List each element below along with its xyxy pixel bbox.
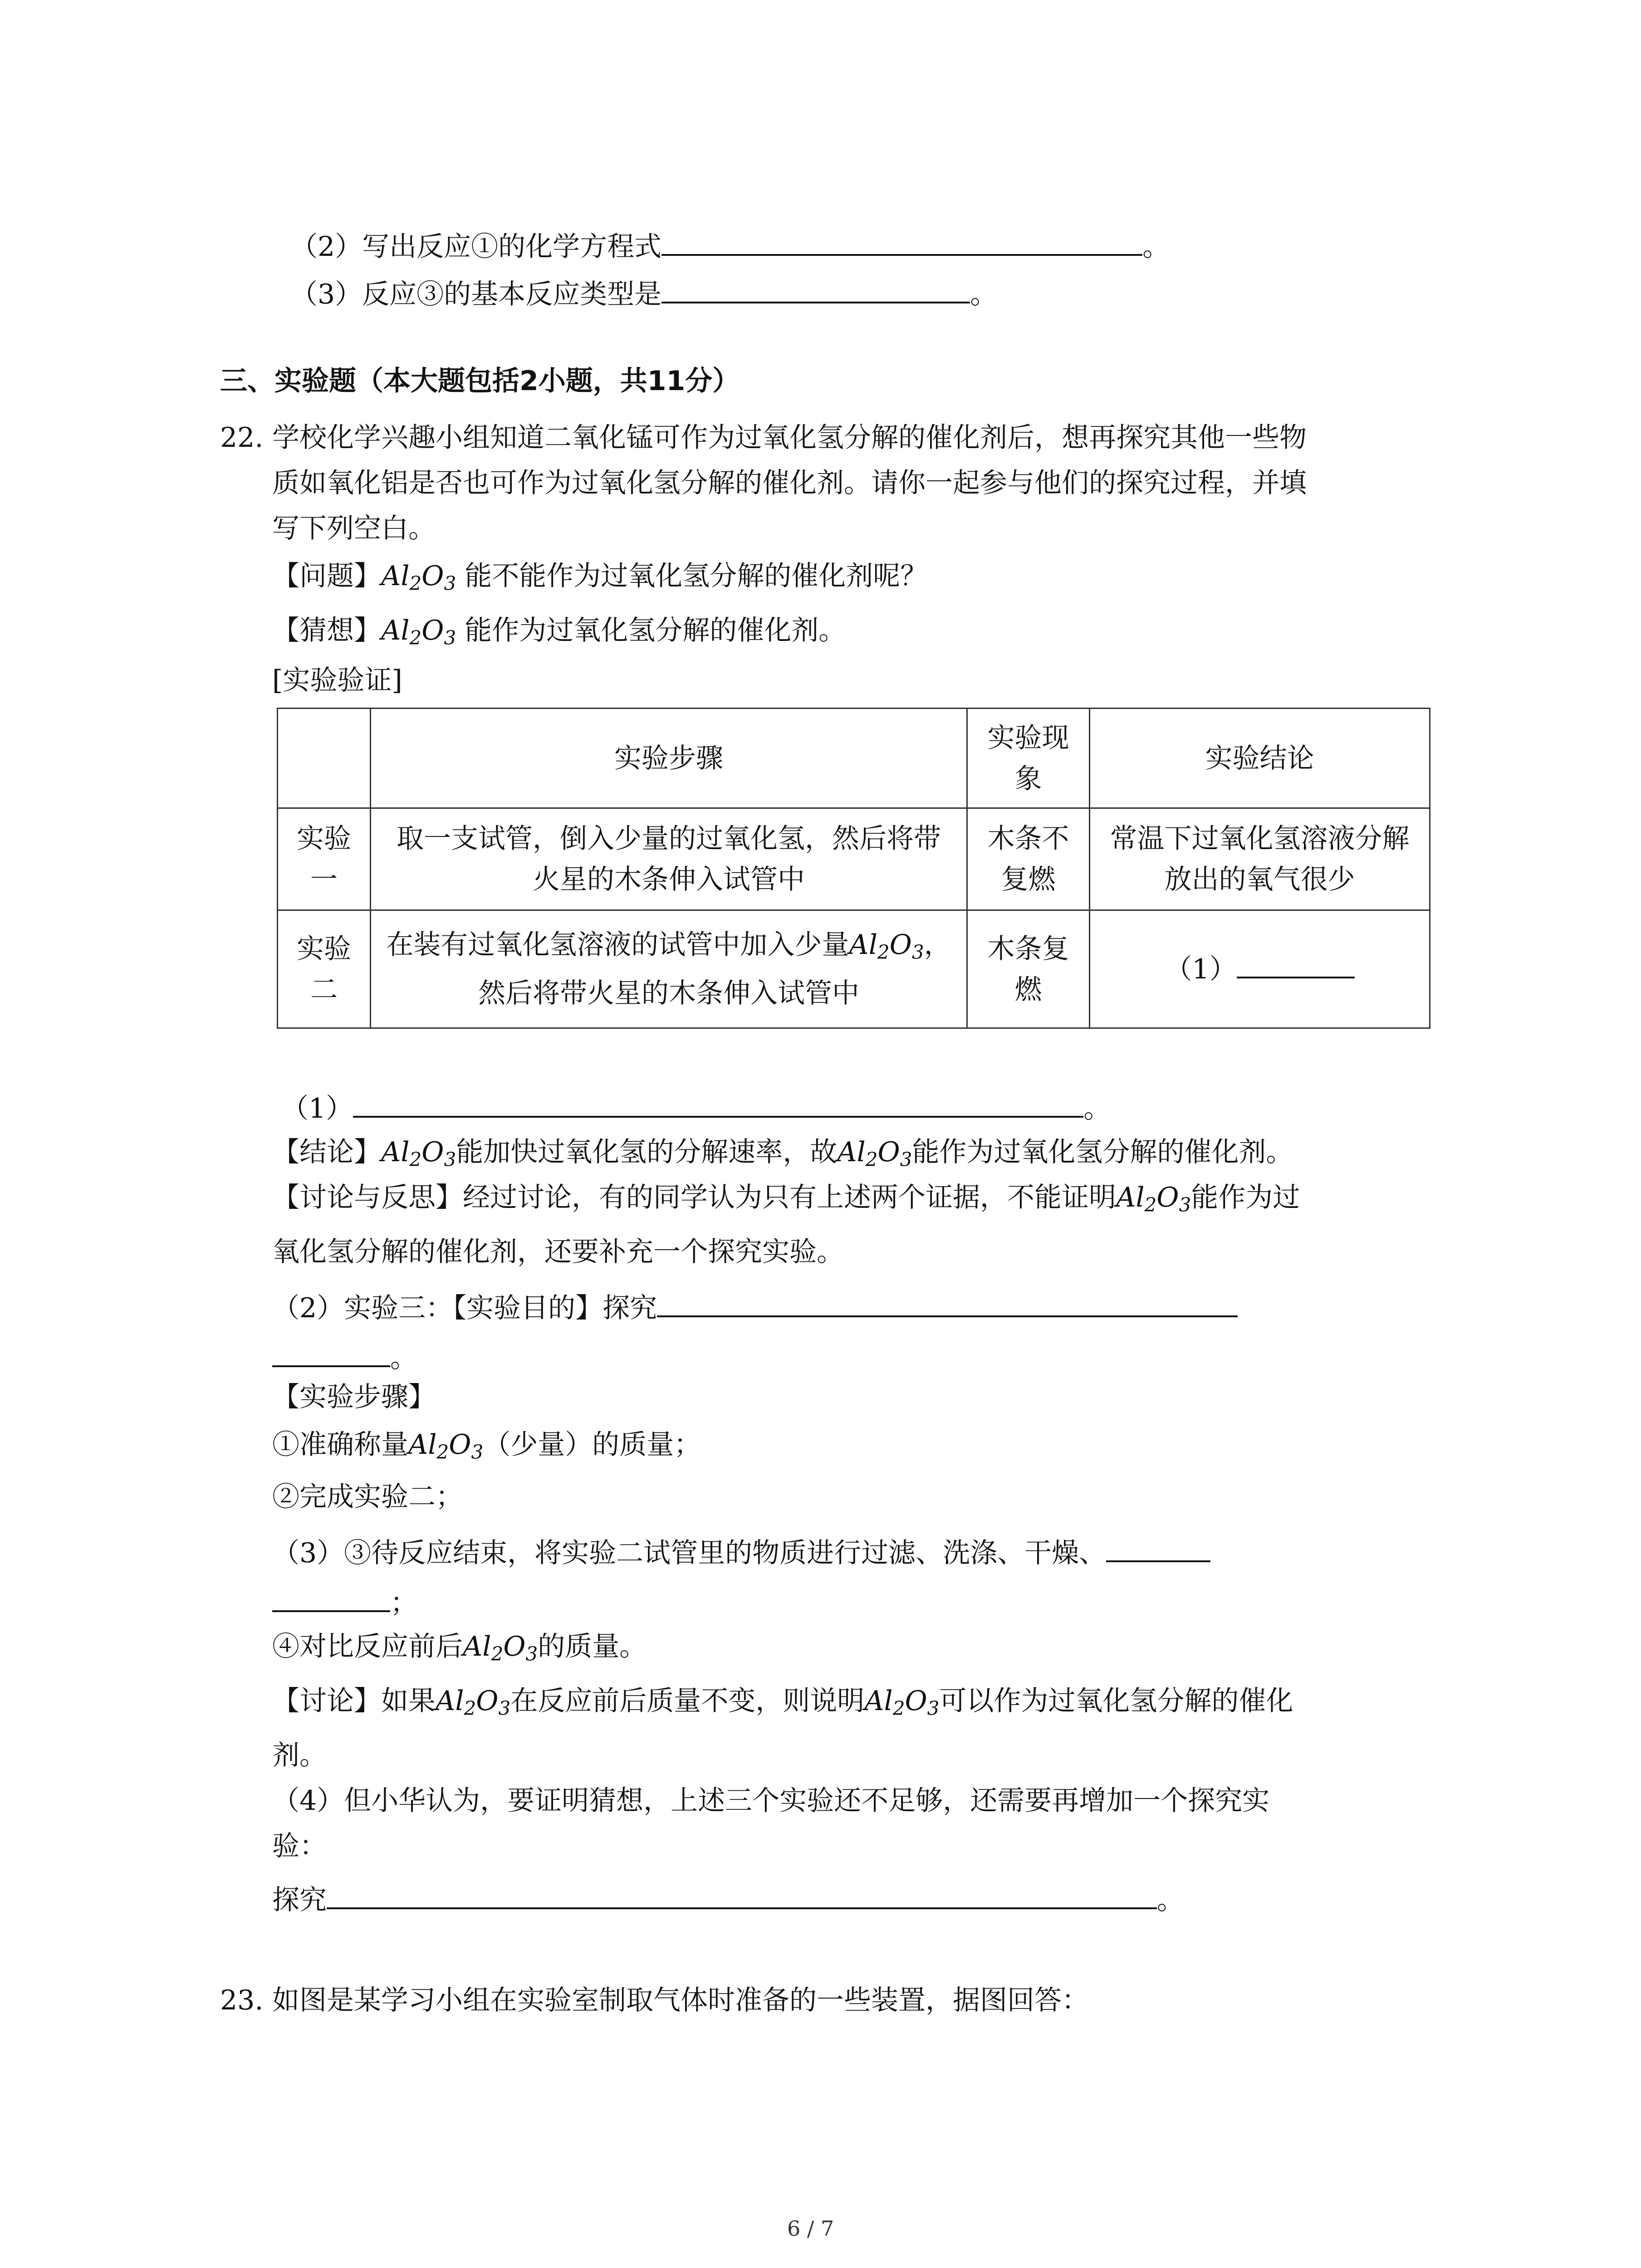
conclusion: 【结论】$Al_2O_3$能加快过氧化氢的分解速率，故$Al_2O_3$能作为过氧化氢分解的催化剂。: [272, 1136, 1293, 1171]
step-1: ①准确称量$Al_2O_3$（少量）的质量；: [272, 1429, 701, 1463]
formula-al2o3: $Al_2O_3$: [1116, 1182, 1191, 1216]
formula-al2o3: $Al_2O_3$: [408, 1429, 484, 1463]
question-intro-line: 质如氧化铝是否也可作为过氧化氢分解的催化剂。请你一起参与他们的探究过程，并填: [272, 467, 1307, 499]
table-header-cell: 实验结论: [1090, 709, 1430, 808]
answer-blank[interactable]: [272, 1338, 390, 1367]
table-row: [278, 910, 1430, 1028]
table-row: [278, 808, 1430, 910]
part-4-cont: 验：: [272, 1830, 327, 1862]
formula-al2o3: $Al_2O_3$: [463, 1631, 538, 1665]
answer-blank[interactable]: [353, 1089, 1083, 1118]
explore-line: 探究 。: [272, 1880, 1184, 1914]
question-number: 23.: [220, 1984, 264, 2016]
formula-al2o3: $Al_2O_3$: [849, 929, 924, 963]
formula-al2o3: $Al_2O_3$: [864, 1685, 940, 1720]
table-cell: 实验一: [278, 808, 371, 910]
answer-blank[interactable]: [657, 1288, 1238, 1317]
formula-al2o3: $Al_2O_3$: [436, 1685, 511, 1720]
problem-statement: 【问题】$Al_2O_3$ 能不能作为过氧化氢分解的催化剂呢？: [272, 560, 928, 595]
step-3: （3）③待反应结束，将实验二试管里的物质进行过滤、洗涤、干燥、: [272, 1533, 1210, 1567]
step-3-cont: ；: [272, 1583, 417, 1617]
formula-al2o3: $Al_2O_3$: [381, 615, 456, 649]
steps-title: 【实验步骤】: [272, 1381, 436, 1413]
table-cell: 在装有过氧化氢溶液的试管中加入少量$Al_2O_3$，然后将带火星的木条伸入试管中: [371, 910, 967, 1028]
answer-blank[interactable]: [661, 227, 1142, 256]
step-2: ②完成实验二；: [272, 1481, 463, 1513]
formula-al2o3: $Al_2O_3$: [837, 1136, 912, 1171]
table-cell: 木条不复燃: [967, 808, 1090, 910]
q21-part3: （3）反应③的基本反应类型是 。: [290, 274, 997, 308]
part-4: （4）但小华认为，要证明猜想，上述三个实验还不足够，还需要再增加一个探究实: [272, 1785, 1270, 1817]
answer-blank[interactable]: [327, 1880, 1157, 1909]
verify-title: [实验验证]: [272, 665, 402, 696]
question-intro-line: 学校化学兴趣小组知道二氧化锰可作为过氧化氢分解的催化剂后，想再探究其他一些物: [272, 422, 1307, 454]
formula-al2o3: $Al_2O_3$: [381, 1136, 456, 1171]
experiment-3-purpose-cont: 。: [272, 1338, 417, 1372]
table-header-cell: 实验现象: [967, 709, 1090, 808]
question-text: 如图是某学习小组在实验室制取气体时准备的一些装置，据图回答：: [272, 1984, 1089, 2016]
hypothesis: 【猜想】$Al_2O_3$ 能作为过氧化氢分解的催化剂。: [272, 615, 846, 649]
answer-blank[interactable]: [1237, 949, 1355, 978]
answer-1: （1） 。: [281, 1089, 1111, 1122]
table-cell: 取一支试管，倒入少量的过氧化氢，然后将带火星的木条伸入试管中: [371, 808, 967, 910]
question-number: 22.: [220, 422, 264, 454]
discussion-2-cont: 剂。: [272, 1740, 327, 1771]
q21-part2: （2）写出反应①的化学方程式 。: [290, 227, 1170, 260]
formula-al2o3: $Al_2O_3$: [381, 560, 456, 595]
discussion-2: 【讨论】如果$Al_2O_3$在反应前后质量不变，则说明$Al_2O_3$可以作为过氧化氢分解的催化: [272, 1685, 1293, 1720]
table-cell: （1）: [1090, 910, 1430, 1028]
table-header-row: [278, 709, 1430, 808]
table-header-cell: [278, 709, 371, 808]
discussion-cont: 氧化氢分解的催化剂，还要补充一个探究实验。: [272, 1236, 844, 1268]
answer-blank[interactable]: [272, 1583, 390, 1612]
discussion: 【讨论与反思】经过讨论，有的同学认为只有上述两个证据，不能证明$Al_2O_3$能作为过: [272, 1182, 1300, 1216]
table-cell: 常温下过氧化氢溶液分解放出的氧气很少: [1090, 808, 1430, 910]
answer-blank[interactable]: [1106, 1533, 1210, 1562]
answer-blank[interactable]: [661, 274, 970, 303]
page-number: 6 / 7: [787, 2216, 834, 2241]
experiment-table: [277, 708, 1430, 1029]
experiment-3-purpose: （2）实验三：【实验目的】探究: [272, 1288, 1238, 1322]
table-cell: 实验二: [278, 910, 371, 1028]
question-intro-line: 写下列空白。: [272, 513, 436, 544]
table-header-cell: 实验步骤: [371, 709, 967, 808]
section-title: 三、实验题（本大题包括2小题，共11分）: [220, 365, 740, 397]
step-4: ④对比反应前后$Al_2O_3$的质量。: [272, 1631, 647, 1665]
table-cell: 木条复燃: [967, 910, 1090, 1028]
